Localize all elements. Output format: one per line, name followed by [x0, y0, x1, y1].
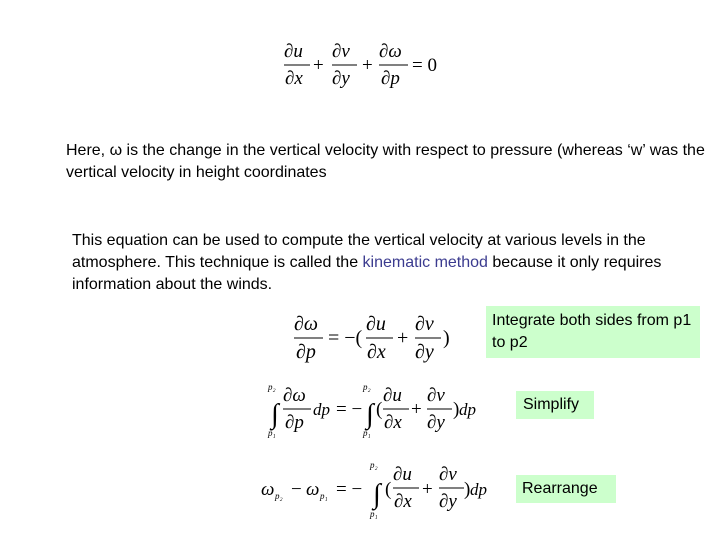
svg-text:dp: dp	[470, 480, 487, 499]
svg-text:∂v: ∂v	[332, 41, 350, 62]
integrated-equation	[263, 381, 483, 441]
svg-text:∂ω: ∂ω	[283, 385, 306, 406]
svg-text:∂v: ∂v	[439, 464, 457, 485]
svg-text:p₁: p₁	[363, 428, 371, 438]
kinematic-text-before: This equation can be used to compute the vertical velocity at various levels in the atmosphere. This technique is called the	[72, 232, 646, 271]
svg-text:): )	[443, 327, 450, 349]
svg-text:∂y: ∂y	[332, 68, 350, 89]
integrate-callout: Integrate both sides from p1 to p2	[486, 306, 700, 358]
svg-text:∂u: ∂u	[383, 385, 402, 406]
kinematic-method-highlight: kinematic method	[362, 254, 488, 271]
svg-text:−: −	[291, 479, 302, 500]
svg-text:= 0: = 0	[412, 55, 437, 76]
svg-text:+: +	[397, 327, 409, 349]
svg-text:∂u: ∂u	[393, 464, 412, 485]
svg-text:p₁: p₁	[320, 491, 328, 501]
svg-text:p₂: p₂	[363, 382, 371, 392]
svg-text:p₂: p₂	[275, 491, 283, 501]
svg-text:p₁: p₁	[268, 428, 276, 438]
svg-text:+: +	[411, 399, 422, 420]
svg-text:): )	[453, 399, 460, 420]
svg-text:∫: ∫	[271, 399, 279, 430]
kinematic-text-after: because it only requires information about the winds.	[72, 254, 662, 293]
rearranged-equation	[261, 457, 496, 522]
svg-text:∂x: ∂x	[367, 341, 386, 363]
svg-text:∂ω: ∂ω	[294, 313, 319, 335]
svg-text:∫: ∫	[373, 479, 381, 510]
rearrange-callout: Rearrange	[516, 475, 616, 503]
svg-text:∂p: ∂p	[285, 412, 304, 433]
svg-text:(: (	[376, 399, 383, 420]
simplify-callout: Simplify	[516, 391, 594, 419]
svg-text:(: (	[385, 479, 392, 500]
svg-text:∂p: ∂p	[296, 341, 316, 363]
svg-text:∂y: ∂y	[427, 412, 445, 433]
svg-text:∂ω: ∂ω	[379, 41, 402, 62]
omega-note: Here, ω is the change in the vertical velocity with respect to pressure (whereas ‘w’ was the vertical velocity in height coordinates	[66, 142, 705, 181]
svg-text:ω: ω	[261, 479, 275, 500]
svg-text:∂v: ∂v	[427, 385, 445, 406]
continuity-equation	[282, 40, 442, 90]
svg-text:p₂: p₂	[370, 460, 378, 470]
omega-derivative-equation	[293, 311, 453, 366]
svg-text:∫: ∫	[366, 399, 374, 430]
svg-text:∂x: ∂x	[394, 491, 412, 512]
svg-text:∂p: ∂p	[381, 68, 400, 89]
svg-text:∂v: ∂v	[415, 313, 434, 335]
svg-text:∂u: ∂u	[284, 41, 303, 62]
kinematic-paragraph	[72, 230, 682, 296]
svg-text:= −: = −	[336, 399, 363, 420]
svg-text:): )	[464, 479, 471, 500]
svg-text:p₁: p₁	[370, 509, 378, 519]
svg-text:= −(: = −(	[328, 327, 363, 349]
svg-text:dp: dp	[313, 400, 330, 419]
svg-text:∂x: ∂x	[384, 412, 402, 433]
svg-text:dp: dp	[459, 400, 476, 419]
svg-text:∂y: ∂y	[439, 491, 457, 512]
svg-text:ω: ω	[306, 479, 320, 500]
svg-text:+: +	[362, 55, 373, 76]
svg-text:p₂: p₂	[268, 382, 276, 392]
svg-text:∂u: ∂u	[366, 313, 386, 335]
svg-text:+: +	[313, 55, 324, 76]
svg-text:∂x: ∂x	[285, 68, 303, 89]
svg-text:= −: = −	[336, 479, 363, 500]
svg-text:+: +	[422, 479, 433, 500]
svg-text:∂y: ∂y	[415, 341, 434, 363]
